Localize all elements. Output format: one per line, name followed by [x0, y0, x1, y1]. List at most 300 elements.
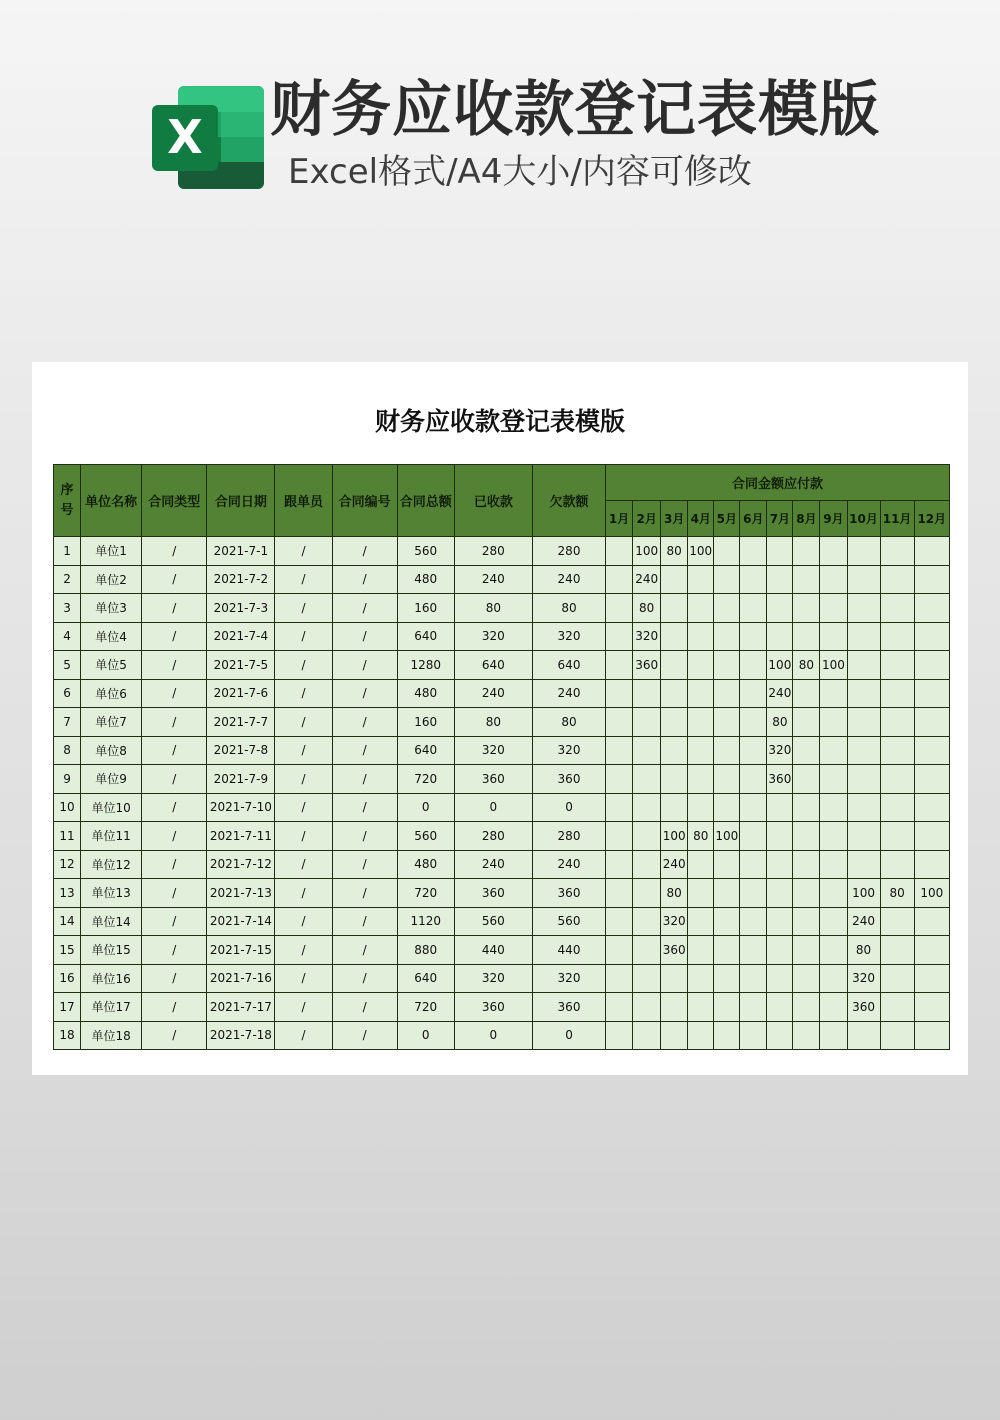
cell-month-payment[interactable]: [661, 622, 688, 651]
cell-total[interactable]: 640: [397, 964, 454, 993]
cell-month-payment[interactable]: [633, 736, 661, 765]
cell-type[interactable]: /: [142, 993, 207, 1022]
cell-unit[interactable]: 单位15: [81, 936, 142, 965]
cell-month-payment[interactable]: 100: [914, 879, 949, 908]
cell-month-payment[interactable]: [633, 793, 661, 822]
cell-date[interactable]: 2021-7-18: [207, 1021, 275, 1050]
cell-month-payment[interactable]: [661, 736, 688, 765]
cell-total[interactable]: 720: [397, 879, 454, 908]
cell-code[interactable]: /: [332, 594, 397, 623]
cell-owed[interactable]: 560: [532, 907, 605, 936]
cell-month-payment[interactable]: [793, 765, 820, 794]
cell-type[interactable]: /: [142, 1021, 207, 1050]
cell-no[interactable]: 4: [54, 622, 81, 651]
cell-month-payment[interactable]: [633, 964, 661, 993]
cell-no[interactable]: 5: [54, 651, 81, 680]
cell-month-payment[interactable]: [914, 622, 949, 651]
cell-date[interactable]: 2021-7-13: [207, 879, 275, 908]
cell-month-payment[interactable]: [688, 765, 714, 794]
cell-month-payment[interactable]: 80: [661, 879, 688, 908]
cell-month-payment[interactable]: [847, 594, 880, 623]
cell-owed[interactable]: 360: [532, 765, 605, 794]
cell-date[interactable]: 2021-7-2: [207, 565, 275, 594]
cell-received[interactable]: 80: [454, 594, 532, 623]
cell-owed[interactable]: 640: [532, 651, 605, 680]
cell-total[interactable]: 640: [397, 736, 454, 765]
cell-month-payment[interactable]: [820, 622, 847, 651]
cell-month-payment[interactable]: [767, 565, 793, 594]
cell-date[interactable]: 2021-7-9: [207, 765, 275, 794]
cell-no[interactable]: 16: [54, 964, 81, 993]
cell-clerk[interactable]: /: [275, 736, 332, 765]
cell-total[interactable]: 480: [397, 679, 454, 708]
cell-received[interactable]: 280: [454, 822, 532, 851]
cell-month-payment[interactable]: [740, 765, 767, 794]
cell-type[interactable]: /: [142, 879, 207, 908]
cell-month-payment[interactable]: [880, 793, 914, 822]
cell-no[interactable]: 18: [54, 1021, 81, 1050]
cell-code[interactable]: /: [332, 993, 397, 1022]
cell-month-payment[interactable]: [633, 822, 661, 851]
cell-month-payment[interactable]: [688, 1021, 714, 1050]
cell-received[interactable]: 360: [454, 765, 532, 794]
cell-month-payment[interactable]: [880, 936, 914, 965]
cell-unit[interactable]: 单位5: [81, 651, 142, 680]
cell-month-payment[interactable]: 100: [767, 651, 793, 680]
cell-month-payment[interactable]: [914, 736, 949, 765]
cell-date[interactable]: 2021-7-1: [207, 537, 275, 566]
cell-received[interactable]: 240: [454, 679, 532, 708]
cell-clerk[interactable]: /: [275, 993, 332, 1022]
cell-month-payment[interactable]: [740, 822, 767, 851]
cell-date[interactable]: 2021-7-7: [207, 708, 275, 737]
cell-code[interactable]: /: [332, 736, 397, 765]
cell-month-payment[interactable]: [661, 679, 688, 708]
cell-total[interactable]: 160: [397, 708, 454, 737]
cell-month-payment[interactable]: [688, 793, 714, 822]
cell-unit[interactable]: 单位18: [81, 1021, 142, 1050]
cell-month-payment[interactable]: [714, 850, 740, 879]
cell-month-payment[interactable]: 80: [688, 822, 714, 851]
cell-month-payment[interactable]: [606, 765, 633, 794]
cell-month-payment[interactable]: [740, 993, 767, 1022]
cell-month-payment[interactable]: [793, 964, 820, 993]
cell-no[interactable]: 3: [54, 594, 81, 623]
cell-month-payment[interactable]: [820, 537, 847, 566]
cell-month-payment[interactable]: [847, 850, 880, 879]
cell-month-payment[interactable]: [714, 1021, 740, 1050]
cell-unit[interactable]: 单位1: [81, 537, 142, 566]
cell-type[interactable]: /: [142, 936, 207, 965]
cell-month-payment[interactable]: [793, 565, 820, 594]
cell-month-payment[interactable]: [714, 537, 740, 566]
cell-month-payment[interactable]: [714, 651, 740, 680]
cell-owed[interactable]: 80: [532, 594, 605, 623]
cell-date[interactable]: 2021-7-8: [207, 736, 275, 765]
cell-month-payment[interactable]: 80: [633, 594, 661, 623]
cell-month-payment[interactable]: [688, 679, 714, 708]
cell-no[interactable]: 14: [54, 907, 81, 936]
cell-month-payment[interactable]: [914, 964, 949, 993]
cell-month-payment[interactable]: [914, 1021, 949, 1050]
cell-month-payment[interactable]: [688, 964, 714, 993]
cell-month-payment[interactable]: 100: [847, 879, 880, 908]
cell-month-payment[interactable]: [847, 736, 880, 765]
cell-no[interactable]: 7: [54, 708, 81, 737]
cell-month-payment[interactable]: 360: [661, 936, 688, 965]
cell-month-payment[interactable]: [740, 936, 767, 965]
cell-owed[interactable]: 320: [532, 736, 605, 765]
cell-received[interactable]: 640: [454, 651, 532, 680]
cell-no[interactable]: 1: [54, 537, 81, 566]
cell-month-payment[interactable]: 320: [661, 907, 688, 936]
cell-month-payment[interactable]: [820, 679, 847, 708]
cell-month-payment[interactable]: [820, 993, 847, 1022]
cell-month-payment[interactable]: [767, 537, 793, 566]
cell-received[interactable]: 440: [454, 936, 532, 965]
cell-unit[interactable]: 单位8: [81, 736, 142, 765]
cell-month-payment[interactable]: [820, 765, 847, 794]
cell-month-payment[interactable]: 80: [767, 708, 793, 737]
cell-unit[interactable]: 单位4: [81, 622, 142, 651]
cell-month-payment[interactable]: 320: [633, 622, 661, 651]
cell-clerk[interactable]: /: [275, 622, 332, 651]
cell-code[interactable]: /: [332, 907, 397, 936]
cell-date[interactable]: 2021-7-16: [207, 964, 275, 993]
cell-month-payment[interactable]: 240: [847, 907, 880, 936]
cell-month-payment[interactable]: [914, 651, 949, 680]
cell-month-payment[interactable]: [914, 936, 949, 965]
cell-month-payment[interactable]: [880, 565, 914, 594]
cell-month-payment[interactable]: [606, 594, 633, 623]
cell-owed[interactable]: 320: [532, 622, 605, 651]
cell-owed[interactable]: 240: [532, 679, 605, 708]
cell-month-payment[interactable]: [740, 651, 767, 680]
cell-no[interactable]: 2: [54, 565, 81, 594]
cell-unit[interactable]: 单位3: [81, 594, 142, 623]
cell-month-payment[interactable]: 100: [714, 822, 740, 851]
cell-month-payment[interactable]: [914, 565, 949, 594]
cell-month-payment[interactable]: [767, 622, 793, 651]
cell-code[interactable]: /: [332, 651, 397, 680]
cell-month-payment[interactable]: 80: [847, 936, 880, 965]
cell-month-payment[interactable]: [606, 993, 633, 1022]
cell-type[interactable]: /: [142, 822, 207, 851]
cell-received[interactable]: 80: [454, 708, 532, 737]
cell-month-payment[interactable]: [714, 765, 740, 794]
cell-type[interactable]: /: [142, 651, 207, 680]
cell-month-payment[interactable]: [714, 679, 740, 708]
cell-month-payment[interactable]: [661, 651, 688, 680]
cell-unit[interactable]: 单位14: [81, 907, 142, 936]
cell-type[interactable]: /: [142, 850, 207, 879]
cell-month-payment[interactable]: [793, 907, 820, 936]
cell-month-payment[interactable]: [847, 822, 880, 851]
cell-code[interactable]: /: [332, 565, 397, 594]
cell-code[interactable]: /: [332, 1021, 397, 1050]
cell-month-payment[interactable]: 360: [767, 765, 793, 794]
cell-month-payment[interactable]: 100: [633, 537, 661, 566]
cell-month-payment[interactable]: [793, 1021, 820, 1050]
cell-month-payment[interactable]: [740, 594, 767, 623]
cell-clerk[interactable]: /: [275, 651, 332, 680]
cell-month-payment[interactable]: [740, 736, 767, 765]
cell-month-payment[interactable]: 240: [767, 679, 793, 708]
cell-month-payment[interactable]: [688, 594, 714, 623]
cell-no[interactable]: 10: [54, 793, 81, 822]
cell-month-payment[interactable]: [767, 793, 793, 822]
cell-month-payment[interactable]: [606, 736, 633, 765]
cell-month-payment[interactable]: [847, 537, 880, 566]
cell-month-payment[interactable]: [880, 850, 914, 879]
cell-owed[interactable]: 240: [532, 850, 605, 879]
cell-clerk[interactable]: /: [275, 936, 332, 965]
cell-month-payment[interactable]: [688, 736, 714, 765]
cell-month-payment[interactable]: [633, 679, 661, 708]
cell-clerk[interactable]: /: [275, 793, 332, 822]
cell-month-payment[interactable]: [767, 879, 793, 908]
cell-month-payment[interactable]: [914, 594, 949, 623]
cell-month-payment[interactable]: [714, 907, 740, 936]
cell-month-payment[interactable]: [767, 907, 793, 936]
cell-code[interactable]: /: [332, 936, 397, 965]
cell-month-payment[interactable]: [793, 622, 820, 651]
cell-month-payment[interactable]: [914, 993, 949, 1022]
cell-month-payment[interactable]: [880, 765, 914, 794]
cell-month-payment[interactable]: [633, 907, 661, 936]
cell-received[interactable]: 240: [454, 565, 532, 594]
cell-no[interactable]: 11: [54, 822, 81, 851]
cell-month-payment[interactable]: [820, 964, 847, 993]
cell-received[interactable]: 240: [454, 850, 532, 879]
cell-total[interactable]: 1120: [397, 907, 454, 936]
cell-month-payment[interactable]: [847, 793, 880, 822]
cell-month-payment[interactable]: [820, 850, 847, 879]
cell-month-payment[interactable]: [740, 850, 767, 879]
cell-month-payment[interactable]: 100: [661, 822, 688, 851]
cell-month-payment[interactable]: [714, 964, 740, 993]
cell-date[interactable]: 2021-7-3: [207, 594, 275, 623]
cell-month-payment[interactable]: [914, 679, 949, 708]
cell-unit[interactable]: 单位11: [81, 822, 142, 851]
cell-date[interactable]: 2021-7-5: [207, 651, 275, 680]
cell-month-payment[interactable]: [820, 879, 847, 908]
cell-month-payment[interactable]: [714, 879, 740, 908]
cell-month-payment[interactable]: [767, 993, 793, 1022]
cell-month-payment[interactable]: [633, 850, 661, 879]
cell-month-payment[interactable]: 80: [661, 537, 688, 566]
cell-month-payment[interactable]: [820, 736, 847, 765]
cell-month-payment[interactable]: [767, 936, 793, 965]
cell-month-payment[interactable]: [688, 565, 714, 594]
cell-type[interactable]: /: [142, 765, 207, 794]
cell-month-payment[interactable]: [767, 1021, 793, 1050]
cell-type[interactable]: /: [142, 622, 207, 651]
cell-unit[interactable]: 单位7: [81, 708, 142, 737]
cell-month-payment[interactable]: [661, 793, 688, 822]
cell-month-payment[interactable]: [740, 964, 767, 993]
cell-clerk[interactable]: /: [275, 822, 332, 851]
cell-month-payment[interactable]: 240: [661, 850, 688, 879]
cell-no[interactable]: 9: [54, 765, 81, 794]
cell-clerk[interactable]: /: [275, 708, 332, 737]
cell-month-payment[interactable]: [880, 651, 914, 680]
cell-received[interactable]: 0: [454, 793, 532, 822]
cell-month-payment[interactable]: [820, 708, 847, 737]
cell-owed[interactable]: 0: [532, 1021, 605, 1050]
cell-month-payment[interactable]: [688, 708, 714, 737]
cell-month-payment[interactable]: [740, 907, 767, 936]
cell-month-payment[interactable]: [633, 993, 661, 1022]
cell-month-payment[interactable]: [914, 793, 949, 822]
cell-no[interactable]: 6: [54, 679, 81, 708]
cell-owed[interactable]: 440: [532, 936, 605, 965]
cell-received[interactable]: 320: [454, 964, 532, 993]
cell-month-payment[interactable]: [793, 679, 820, 708]
cell-month-payment[interactable]: [914, 537, 949, 566]
cell-unit[interactable]: 单位17: [81, 993, 142, 1022]
cell-month-payment[interactable]: [740, 679, 767, 708]
cell-clerk[interactable]: /: [275, 879, 332, 908]
cell-month-payment[interactable]: [688, 651, 714, 680]
cell-type[interactable]: /: [142, 793, 207, 822]
cell-month-payment[interactable]: [661, 964, 688, 993]
cell-total[interactable]: 640: [397, 622, 454, 651]
cell-month-payment[interactable]: [661, 565, 688, 594]
cell-month-payment[interactable]: [914, 907, 949, 936]
cell-month-payment[interactable]: [661, 993, 688, 1022]
cell-month-payment[interactable]: [880, 594, 914, 623]
cell-month-payment[interactable]: [767, 822, 793, 851]
cell-owed[interactable]: 360: [532, 879, 605, 908]
cell-owed[interactable]: 280: [532, 822, 605, 851]
cell-month-payment[interactable]: [633, 879, 661, 908]
cell-month-payment[interactable]: [714, 594, 740, 623]
cell-type[interactable]: /: [142, 708, 207, 737]
cell-month-payment[interactable]: [714, 936, 740, 965]
cell-unit[interactable]: 单位2: [81, 565, 142, 594]
cell-code[interactable]: /: [332, 850, 397, 879]
cell-month-payment[interactable]: [880, 708, 914, 737]
cell-month-payment[interactable]: [633, 708, 661, 737]
cell-received[interactable]: 320: [454, 736, 532, 765]
cell-month-payment[interactable]: [606, 822, 633, 851]
cell-month-payment[interactable]: [847, 765, 880, 794]
cell-no[interactable]: 15: [54, 936, 81, 965]
cell-unit[interactable]: 单位6: [81, 679, 142, 708]
cell-type[interactable]: /: [142, 907, 207, 936]
cell-owed[interactable]: 240: [532, 565, 605, 594]
cell-month-payment[interactable]: [740, 622, 767, 651]
cell-owed[interactable]: 280: [532, 537, 605, 566]
cell-received[interactable]: 360: [454, 993, 532, 1022]
cell-month-payment[interactable]: [914, 850, 949, 879]
cell-clerk[interactable]: /: [275, 679, 332, 708]
cell-total[interactable]: 880: [397, 936, 454, 965]
cell-month-payment[interactable]: [740, 1021, 767, 1050]
cell-month-payment[interactable]: [606, 793, 633, 822]
cell-month-payment[interactable]: 80: [793, 651, 820, 680]
cell-month-payment[interactable]: [606, 936, 633, 965]
cell-type[interactable]: /: [142, 565, 207, 594]
cell-no[interactable]: 8: [54, 736, 81, 765]
cell-month-payment[interactable]: [820, 907, 847, 936]
cell-code[interactable]: /: [332, 822, 397, 851]
cell-month-payment[interactable]: [820, 565, 847, 594]
cell-month-payment[interactable]: [740, 537, 767, 566]
cell-month-payment[interactable]: [847, 1021, 880, 1050]
cell-code[interactable]: /: [332, 679, 397, 708]
cell-month-payment[interactable]: [661, 765, 688, 794]
cell-month-payment[interactable]: [688, 993, 714, 1022]
cell-unit[interactable]: 单位12: [81, 850, 142, 879]
cell-total[interactable]: 160: [397, 594, 454, 623]
cell-month-payment[interactable]: [606, 879, 633, 908]
cell-month-payment[interactable]: [847, 622, 880, 651]
cell-month-payment[interactable]: [793, 936, 820, 965]
cell-owed[interactable]: 80: [532, 708, 605, 737]
cell-clerk[interactable]: /: [275, 964, 332, 993]
cell-month-payment[interactable]: [714, 793, 740, 822]
cell-clerk[interactable]: /: [275, 594, 332, 623]
cell-month-payment[interactable]: [606, 708, 633, 737]
cell-month-payment[interactable]: [847, 651, 880, 680]
cell-month-payment[interactable]: 360: [633, 651, 661, 680]
cell-code[interactable]: /: [332, 537, 397, 566]
cell-month-payment[interactable]: [793, 993, 820, 1022]
cell-month-payment[interactable]: [914, 765, 949, 794]
cell-month-payment[interactable]: 320: [767, 736, 793, 765]
cell-total[interactable]: 720: [397, 765, 454, 794]
cell-month-payment[interactable]: [820, 1021, 847, 1050]
cell-month-payment[interactable]: [793, 850, 820, 879]
cell-month-payment[interactable]: [847, 708, 880, 737]
cell-month-payment[interactable]: [714, 622, 740, 651]
cell-month-payment[interactable]: [767, 594, 793, 623]
cell-received[interactable]: 0: [454, 1021, 532, 1050]
cell-month-payment[interactable]: [820, 793, 847, 822]
cell-unit[interactable]: 单位16: [81, 964, 142, 993]
cell-month-payment[interactable]: [767, 850, 793, 879]
cell-month-payment[interactable]: [740, 708, 767, 737]
cell-code[interactable]: /: [332, 879, 397, 908]
cell-month-payment[interactable]: [661, 708, 688, 737]
cell-total[interactable]: 720: [397, 993, 454, 1022]
cell-date[interactable]: 2021-7-11: [207, 822, 275, 851]
cell-month-payment[interactable]: [688, 907, 714, 936]
cell-month-payment[interactable]: [793, 822, 820, 851]
cell-month-payment[interactable]: [606, 964, 633, 993]
cell-received[interactable]: 560: [454, 907, 532, 936]
cell-date[interactable]: 2021-7-14: [207, 907, 275, 936]
cell-month-payment[interactable]: [714, 565, 740, 594]
cell-no[interactable]: 12: [54, 850, 81, 879]
cell-month-payment[interactable]: [914, 822, 949, 851]
cell-month-payment[interactable]: [606, 907, 633, 936]
cell-clerk[interactable]: /: [275, 565, 332, 594]
cell-owed[interactable]: 360: [532, 993, 605, 1022]
cell-date[interactable]: 2021-7-17: [207, 993, 275, 1022]
cell-type[interactable]: /: [142, 679, 207, 708]
cell-month-payment[interactable]: [880, 822, 914, 851]
cell-month-payment[interactable]: 240: [633, 565, 661, 594]
cell-clerk[interactable]: /: [275, 1021, 332, 1050]
cell-month-payment[interactable]: 320: [847, 964, 880, 993]
cell-month-payment[interactable]: 100: [688, 537, 714, 566]
cell-owed[interactable]: 320: [532, 964, 605, 993]
cell-month-payment[interactable]: [606, 679, 633, 708]
cell-unit[interactable]: 单位13: [81, 879, 142, 908]
